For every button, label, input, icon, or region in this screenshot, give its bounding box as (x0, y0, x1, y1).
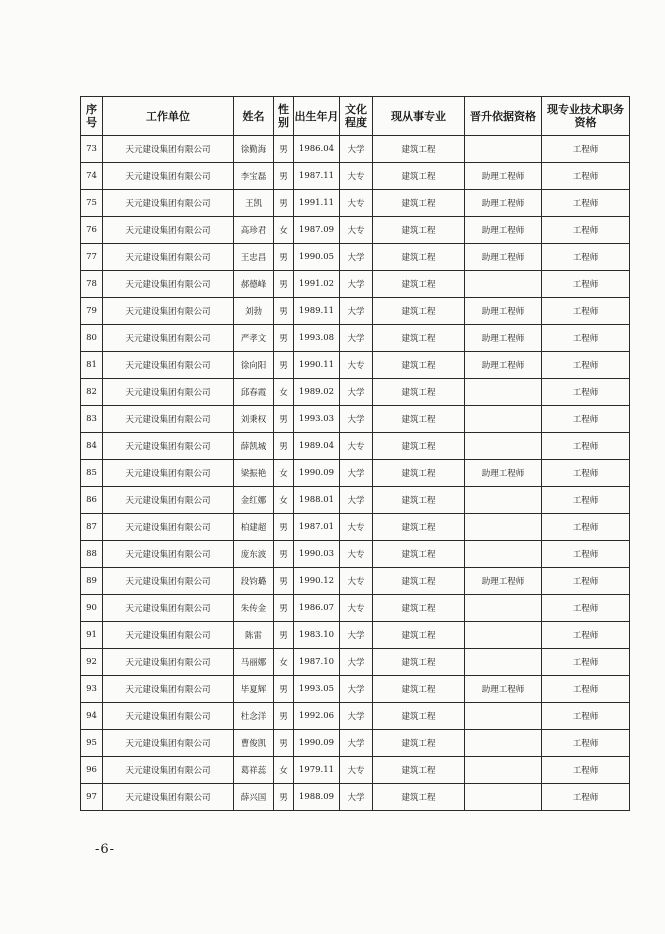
cell-qualification: 工程师 (542, 190, 630, 217)
cell-name: 柏建超 (234, 514, 274, 541)
cell-no: 76 (81, 217, 103, 244)
table-row (81, 595, 630, 622)
cell-unit: 天元建设集团有限公司 (103, 649, 234, 676)
cell-qualification: 工程师 (542, 649, 630, 676)
table-row (81, 433, 630, 460)
cell-education: 大专 (340, 757, 373, 784)
cell-basis: 助理工程师 (465, 298, 542, 325)
cell-name: 葛祥蕊 (234, 757, 274, 784)
header-unit: 工作单位 (103, 97, 234, 136)
table-row (81, 649, 630, 676)
cell-gender: 男 (274, 190, 294, 217)
cell-gender: 男 (274, 163, 294, 190)
cell-qualification: 工程师 (542, 352, 630, 379)
cell-no: 78 (81, 271, 103, 298)
header-birth: 出生年月 (294, 97, 340, 136)
cell-birth: 1990.12 (294, 568, 340, 595)
cell-major: 建筑工程 (373, 676, 465, 703)
cell-qualification: 工程师 (542, 460, 630, 487)
cell-basis (465, 757, 542, 784)
cell-gender: 男 (274, 595, 294, 622)
cell-qualification: 工程师 (542, 676, 630, 703)
cell-qualification: 工程师 (542, 136, 630, 163)
cell-education: 大专 (340, 190, 373, 217)
cell-no: 85 (81, 460, 103, 487)
table-row (81, 352, 630, 379)
cell-name: 朱传金 (234, 595, 274, 622)
cell-education: 大学 (340, 325, 373, 352)
table-row (81, 460, 630, 487)
cell-major: 建筑工程 (373, 217, 465, 244)
cell-no: 83 (81, 406, 103, 433)
cell-qualification: 工程师 (542, 298, 630, 325)
cell-major: 建筑工程 (373, 622, 465, 649)
cell-no: 88 (81, 541, 103, 568)
cell-gender: 男 (274, 568, 294, 595)
cell-birth: 1987.09 (294, 217, 340, 244)
cell-name: 曹俊凯 (234, 730, 274, 757)
cell-unit: 天元建设集团有限公司 (103, 676, 234, 703)
header-qualification: 现专业技术职务资格 (542, 97, 630, 136)
cell-unit: 天元建设集团有限公司 (103, 352, 234, 379)
cell-major: 建筑工程 (373, 325, 465, 352)
cell-name: 毕夏辉 (234, 676, 274, 703)
cell-major: 建筑工程 (373, 163, 465, 190)
cell-unit: 天元建设集团有限公司 (103, 163, 234, 190)
cell-gender: 男 (274, 676, 294, 703)
cell-no: 94 (81, 703, 103, 730)
cell-no: 79 (81, 298, 103, 325)
cell-education: 大学 (340, 703, 373, 730)
cell-qualification: 工程师 (542, 514, 630, 541)
cell-basis (465, 649, 542, 676)
cell-birth: 1991.11 (294, 190, 340, 217)
cell-education: 大学 (340, 406, 373, 433)
cell-basis: 助理工程师 (465, 190, 542, 217)
cell-gender: 女 (274, 460, 294, 487)
header-basis: 晋升依据资格 (465, 97, 542, 136)
cell-unit: 天元建设集团有限公司 (103, 514, 234, 541)
cell-no: 84 (81, 433, 103, 460)
cell-education: 大学 (340, 730, 373, 757)
cell-name: 庞东波 (234, 541, 274, 568)
cell-name: 杜念洋 (234, 703, 274, 730)
cell-basis (465, 595, 542, 622)
cell-major: 建筑工程 (373, 244, 465, 271)
cell-education: 大学 (340, 136, 373, 163)
cell-major: 建筑工程 (373, 703, 465, 730)
cell-birth: 1990.11 (294, 352, 340, 379)
cell-major: 建筑工程 (373, 379, 465, 406)
cell-name: 梁振艳 (234, 460, 274, 487)
cell-no: 74 (81, 163, 103, 190)
cell-unit: 天元建设集团有限公司 (103, 460, 234, 487)
cell-birth: 1988.01 (294, 487, 340, 514)
cell-education: 大学 (340, 622, 373, 649)
cell-basis (465, 730, 542, 757)
cell-qualification: 工程师 (542, 271, 630, 298)
cell-major: 建筑工程 (373, 784, 465, 811)
cell-gender: 男 (274, 514, 294, 541)
cell-unit: 天元建设集团有限公司 (103, 136, 234, 163)
cell-unit: 天元建设集团有限公司 (103, 487, 234, 514)
cell-gender: 男 (274, 730, 294, 757)
header-gender: 性别 (274, 97, 294, 136)
cell-no: 96 (81, 757, 103, 784)
table-row (81, 136, 630, 163)
table-row (81, 676, 630, 703)
cell-unit: 天元建设集团有限公司 (103, 325, 234, 352)
table-row (81, 217, 630, 244)
cell-education: 大学 (340, 244, 373, 271)
header-name: 姓名 (234, 97, 274, 136)
cell-name: 王忠昌 (234, 244, 274, 271)
table-row (81, 514, 630, 541)
cell-name: 王凯 (234, 190, 274, 217)
cell-no: 82 (81, 379, 103, 406)
cell-major: 建筑工程 (373, 433, 465, 460)
cell-basis (465, 784, 542, 811)
cell-qualification: 工程师 (542, 622, 630, 649)
page-number: -6- (95, 842, 116, 857)
cell-name: 金红娜 (234, 487, 274, 514)
cell-name: 刘秉权 (234, 406, 274, 433)
cell-gender: 女 (274, 649, 294, 676)
table-row (81, 487, 630, 514)
table-row (81, 541, 630, 568)
cell-name: 高珍君 (234, 217, 274, 244)
cell-major: 建筑工程 (373, 730, 465, 757)
cell-gender: 男 (274, 622, 294, 649)
cell-basis: 助理工程师 (465, 163, 542, 190)
cell-gender: 男 (274, 271, 294, 298)
cell-basis (465, 622, 542, 649)
cell-major: 建筑工程 (373, 190, 465, 217)
cell-birth: 1987.10 (294, 649, 340, 676)
cell-name: 马丽娜 (234, 649, 274, 676)
cell-major: 建筑工程 (373, 298, 465, 325)
cell-birth: 1989.02 (294, 379, 340, 406)
cell-qualification: 工程师 (542, 541, 630, 568)
cell-education: 大专 (340, 163, 373, 190)
cell-education: 大学 (340, 271, 373, 298)
cell-qualification: 工程师 (542, 703, 630, 730)
cell-major: 建筑工程 (373, 541, 465, 568)
cell-name: 郝德峰 (234, 271, 274, 298)
cell-major: 建筑工程 (373, 568, 465, 595)
qualification-roster-table (80, 96, 630, 811)
cell-birth: 1986.07 (294, 595, 340, 622)
table-row (81, 163, 630, 190)
table-row (81, 271, 630, 298)
table-row (81, 379, 630, 406)
table-row (81, 730, 630, 757)
cell-birth: 1993.03 (294, 406, 340, 433)
cell-unit: 天元建设集团有限公司 (103, 433, 234, 460)
cell-qualification: 工程师 (542, 487, 630, 514)
cell-unit: 天元建设集团有限公司 (103, 244, 234, 271)
cell-qualification: 工程师 (542, 217, 630, 244)
cell-no: 73 (81, 136, 103, 163)
cell-qualification: 工程师 (542, 757, 630, 784)
cell-basis (465, 541, 542, 568)
cell-basis (465, 703, 542, 730)
cell-education: 大专 (340, 568, 373, 595)
cell-education: 大学 (340, 379, 373, 406)
cell-no: 86 (81, 487, 103, 514)
cell-birth: 1990.03 (294, 541, 340, 568)
cell-major: 建筑工程 (373, 352, 465, 379)
cell-no: 77 (81, 244, 103, 271)
cell-gender: 男 (274, 298, 294, 325)
cell-no: 89 (81, 568, 103, 595)
cell-unit: 天元建设集团有限公司 (103, 622, 234, 649)
cell-qualification: 工程师 (542, 163, 630, 190)
cell-qualification: 工程师 (542, 784, 630, 811)
table-row (81, 325, 630, 352)
cell-birth: 1993.08 (294, 325, 340, 352)
cell-name: 徐勤海 (234, 136, 274, 163)
cell-education: 大学 (340, 298, 373, 325)
table-body (81, 136, 630, 811)
cell-no: 81 (81, 352, 103, 379)
cell-birth: 1991.02 (294, 271, 340, 298)
cell-birth: 1989.11 (294, 298, 340, 325)
cell-gender: 女 (274, 487, 294, 514)
cell-birth: 1987.11 (294, 163, 340, 190)
cell-no: 97 (81, 784, 103, 811)
cell-unit: 天元建设集团有限公司 (103, 568, 234, 595)
cell-education: 大专 (340, 514, 373, 541)
cell-no: 75 (81, 190, 103, 217)
table-row (81, 298, 630, 325)
cell-qualification: 工程师 (542, 568, 630, 595)
cell-basis: 助理工程师 (465, 568, 542, 595)
cell-education: 大学 (340, 676, 373, 703)
cell-unit: 天元建设集团有限公司 (103, 703, 234, 730)
cell-basis (465, 514, 542, 541)
cell-name: 严孝文 (234, 325, 274, 352)
cell-gender: 男 (274, 352, 294, 379)
cell-no: 91 (81, 622, 103, 649)
table-row (81, 703, 630, 730)
cell-gender: 男 (274, 433, 294, 460)
cell-no: 93 (81, 676, 103, 703)
table-header (81, 97, 630, 136)
cell-birth: 1992.06 (294, 703, 340, 730)
cell-unit: 天元建设集团有限公司 (103, 298, 234, 325)
cell-major: 建筑工程 (373, 406, 465, 433)
table-row (81, 568, 630, 595)
cell-birth: 1987.01 (294, 514, 340, 541)
cell-birth: 1993.05 (294, 676, 340, 703)
cell-gender: 男 (274, 406, 294, 433)
cell-major: 建筑工程 (373, 649, 465, 676)
cell-major: 建筑工程 (373, 487, 465, 514)
cell-no: 92 (81, 649, 103, 676)
table-row (81, 784, 630, 811)
cell-no: 90 (81, 595, 103, 622)
cell-basis: 助理工程师 (465, 217, 542, 244)
cell-name: 刘勃 (234, 298, 274, 325)
cell-name: 邱春霞 (234, 379, 274, 406)
cell-basis (465, 136, 542, 163)
cell-education: 大专 (340, 433, 373, 460)
cell-name: 陈雷 (234, 622, 274, 649)
cell-no: 87 (81, 514, 103, 541)
cell-birth: 1990.09 (294, 460, 340, 487)
cell-education: 大专 (340, 352, 373, 379)
cell-gender: 男 (274, 541, 294, 568)
cell-no: 80 (81, 325, 103, 352)
cell-gender: 男 (274, 136, 294, 163)
cell-name: 李宝磊 (234, 163, 274, 190)
cell-gender: 男 (274, 784, 294, 811)
header-row (81, 97, 630, 136)
cell-gender: 女 (274, 217, 294, 244)
cell-major: 建筑工程 (373, 136, 465, 163)
header-no: 序号 (81, 97, 103, 136)
cell-unit: 天元建设集团有限公司 (103, 379, 234, 406)
cell-gender: 男 (274, 244, 294, 271)
cell-unit: 天元建设集团有限公司 (103, 217, 234, 244)
cell-basis: 助理工程师 (465, 325, 542, 352)
cell-education: 大专 (340, 595, 373, 622)
cell-name: 薛凯城 (234, 433, 274, 460)
cell-birth: 1986.04 (294, 136, 340, 163)
cell-education: 大学 (340, 649, 373, 676)
cell-unit: 天元建设集团有限公司 (103, 784, 234, 811)
cell-unit: 天元建设集团有限公司 (103, 271, 234, 298)
cell-basis: 助理工程师 (465, 244, 542, 271)
cell-qualification: 工程师 (542, 730, 630, 757)
cell-basis (465, 271, 542, 298)
cell-basis: 助理工程师 (465, 352, 542, 379)
cell-name: 薛兴国 (234, 784, 274, 811)
cell-education: 大专 (340, 541, 373, 568)
cell-basis: 助理工程师 (465, 460, 542, 487)
header-education: 文化程度 (340, 97, 373, 136)
cell-qualification: 工程师 (542, 244, 630, 271)
cell-basis (465, 406, 542, 433)
cell-qualification: 工程师 (542, 595, 630, 622)
cell-basis (465, 487, 542, 514)
table-row (81, 757, 630, 784)
cell-birth: 1983.10 (294, 622, 340, 649)
cell-education: 大学 (340, 460, 373, 487)
cell-birth: 1988.09 (294, 784, 340, 811)
header-major: 现从事专业 (373, 97, 465, 136)
cell-qualification: 工程师 (542, 379, 630, 406)
cell-education: 大学 (340, 784, 373, 811)
cell-major: 建筑工程 (373, 460, 465, 487)
cell-unit: 天元建设集团有限公司 (103, 757, 234, 784)
cell-major: 建筑工程 (373, 595, 465, 622)
cell-qualification: 工程师 (542, 433, 630, 460)
cell-gender: 女 (274, 757, 294, 784)
cell-major: 建筑工程 (373, 271, 465, 298)
cell-education: 大专 (340, 217, 373, 244)
cell-name: 徐向阳 (234, 352, 274, 379)
cell-major: 建筑工程 (373, 757, 465, 784)
cell-unit: 天元建设集团有限公司 (103, 595, 234, 622)
cell-unit: 天元建设集团有限公司 (103, 406, 234, 433)
cell-basis: 助理工程师 (465, 676, 542, 703)
cell-education: 大学 (340, 487, 373, 514)
cell-birth: 1979.11 (294, 757, 340, 784)
cell-gender: 男 (274, 703, 294, 730)
cell-birth: 1989.04 (294, 433, 340, 460)
cell-qualification: 工程师 (542, 325, 630, 352)
cell-birth: 1990.09 (294, 730, 340, 757)
cell-basis (465, 379, 542, 406)
table-row (81, 406, 630, 433)
cell-qualification: 工程师 (542, 406, 630, 433)
cell-no: 95 (81, 730, 103, 757)
cell-name: 段钧璐 (234, 568, 274, 595)
cell-gender: 女 (274, 379, 294, 406)
cell-unit: 天元建设集团有限公司 (103, 730, 234, 757)
cell-birth: 1990.05 (294, 244, 340, 271)
cell-basis (465, 433, 542, 460)
table-row (81, 622, 630, 649)
cell-unit: 天元建设集团有限公司 (103, 541, 234, 568)
cell-gender: 男 (274, 325, 294, 352)
table-row (81, 244, 630, 271)
table-row (81, 190, 630, 217)
cell-major: 建筑工程 (373, 514, 465, 541)
cell-unit: 天元建设集团有限公司 (103, 190, 234, 217)
